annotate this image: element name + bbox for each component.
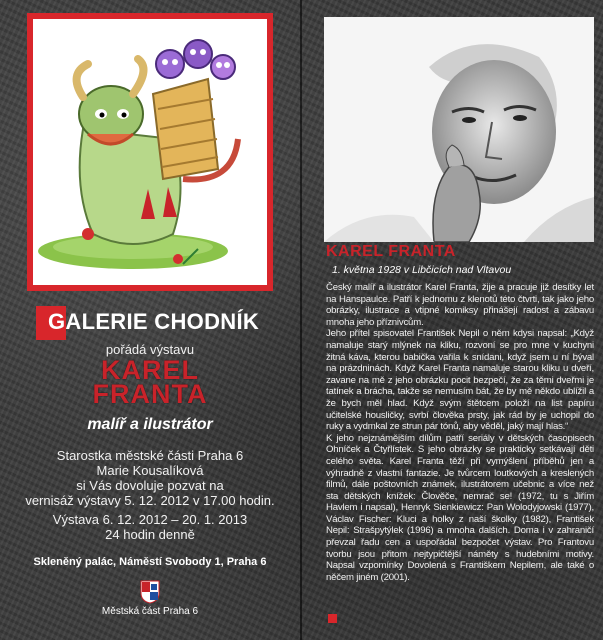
invite-line: Starostka městské části Praha 6 [56,448,244,463]
page-fold [300,0,302,640]
bio-paragraph: Český malíř a ilustrátor Karel Franta, žije a pracuje již desítky let na Hanspaulce. Patří k jednomu z klenotů této čtvrti, tak jako jeho obrázky, ilustrace a vtipné komiksy přinášejí radost a zábavu mnoha jeho příznivcům. [326,282,594,328]
venue-address: Skleněný palác, Náměstí Svobody 1, Praha 6 [33,556,267,568]
portrait-image [324,17,594,242]
dates-line: 24 hodin denně [105,527,195,542]
artist-profession: malíř a ilustrátor [87,416,213,433]
exhibition-dates [10,512,290,542]
bio-paragraph: K jeho nejznámějším dílům patří seriály v dětských časopisech Ohníček a Čtyřlístek. S jeho obrázky se prakticky setkávají děti celého světa. Karel Franta těží při vymýšlení příběhů jen a výhradně z vlastní fantazie. Je tvůrcem loutkových a kreslených filmů, dále poštovních známek, ilustrátorem učebnic a více než sta dětských knížek: Člověče, nemrač se! (1972, tu s Jiřím Havlem i napsal), Henryk Sienkiewicz: Pan Wolodyjowski (1977), Václav Fischer: Kluci a holky z naší školky (1982), František Nepil: Strašpytýlek (1996) a mnoha dalších. Doma i v zahraničí převzal řadu cen a uspořádal bezpočet výstav. Pro Frantovu tvorbu jsou přitom nejtypičtější náměty s hudebními motivy. Napsal vzpomínky Dovolená s Františkem Nepilem, ale také o něčem jiném (2001). [326,432,594,583]
illustration [33,19,267,285]
artist-last-name: FRANTA [92,379,208,409]
praha6-coat-of-arms-icon [140,580,160,604]
illustration-frame [27,13,273,291]
exhibition-subtitle: pořádá výstavu [105,342,195,357]
gallery-title [36,306,276,340]
artist-heading: KAREL FRANTA [326,243,456,260]
artist-biography [326,282,594,583]
dates-line: Výstava 6. 12. 2012 – 20. 1. 2013 [52,512,248,527]
gallery-name: GALERIE CHODNÍK [48,309,260,334]
bio-paragraph: Jeho přítel spisovatel František Nepil o něm kdysi napsal: „Když namaluje starý mlýnek na kliku, rozvoní se pro mne v kuchyni žitná káva, kterou babička vařila k snídani, když jsem u ní býval na prázdninách. Když Karel Franta namaluje starou kliku u dveří, zavane na mě z jeho obrázku pocit bezpečí, že za těmi dveřmi je tatínek a brácha, takže se nemusím bát, že by mě někdo ublížil a že bych měl hlad. Když svým štětcem položí na list papíru učitelské housličky, svrbí člověka prsty, jak rád by je uchopil do ruky a vydmkal ze strun pár tónů, aby věděl, jaký mají hlas.“ [326,328,594,433]
artist-name [0,355,300,409]
artist-portrait-photo [324,17,594,242]
artist-birth: 1. května 1928 v Libčicích nad Vltavou [332,264,512,276]
logo-caption: Městská část Praha 6 [101,606,199,617]
invite-line: Marie Kousalíková [96,463,204,478]
invite-line: si Vás dovoluje pozvat na [76,478,224,493]
invitation-text [10,448,290,508]
red-square-mark [328,614,337,623]
invite-line: vernisáž výstavy 5. 12. 2012 v 17.00 hodin. [25,493,275,508]
artist-first-name: KAREL [101,355,199,385]
cartoon-illustration [33,19,267,285]
